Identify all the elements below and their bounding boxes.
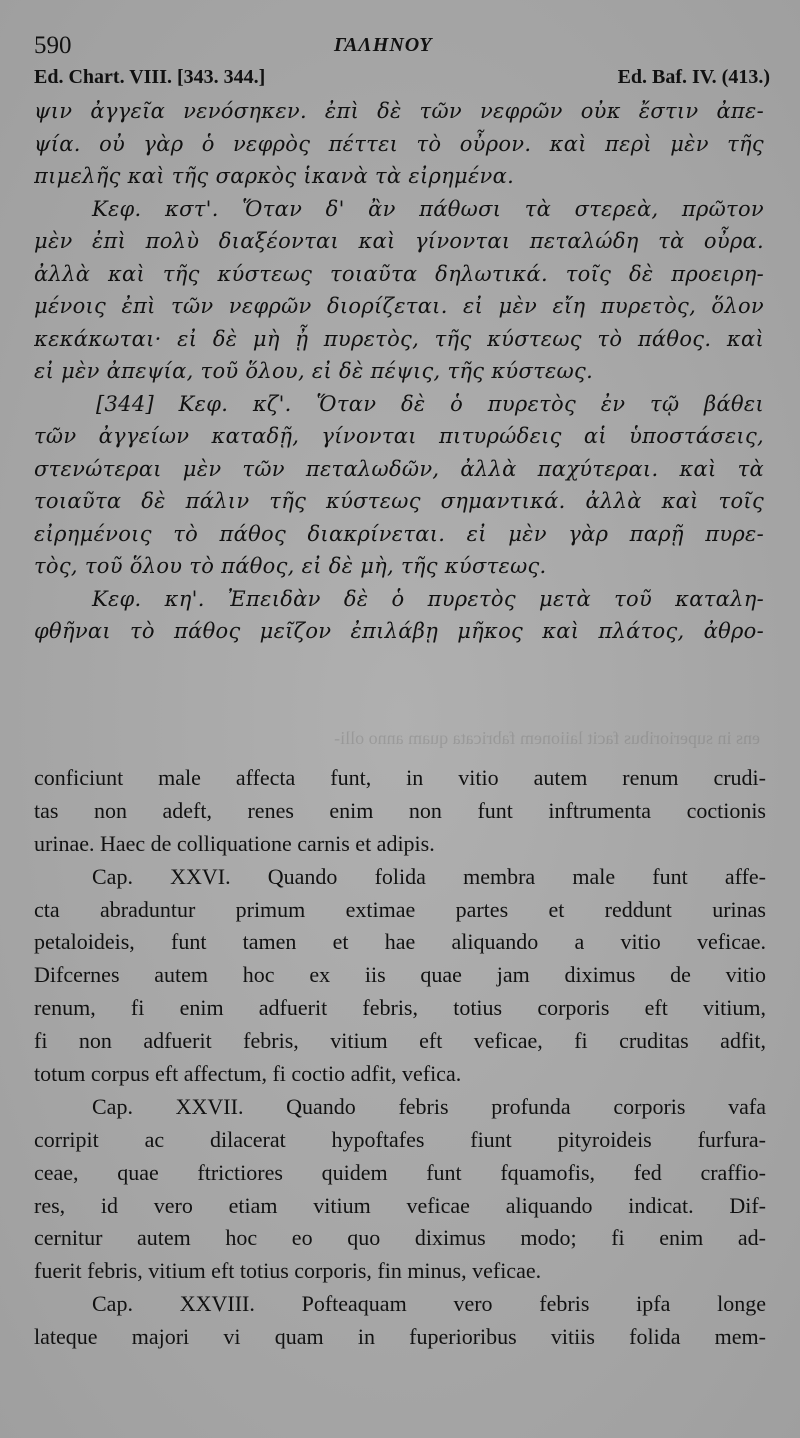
page-header	[34, 28, 770, 68]
latin-text-block	[34, 762, 766, 1354]
page-number: 590	[34, 32, 72, 59]
latin-line: tas non adeft, renes enim non funt inftrumenta coctionis	[34, 797, 766, 823]
greek-line: τὸς, τοῦ ὅλου τὸ πάθος, εἰ δὲ μὴ, τῆς κύστεως.	[34, 554, 547, 578]
bleed-through-text: ens in superioribus facit laiionem fabricata quam anno olli-	[334, 728, 760, 748]
latin-line: renum, fi enim adfuerit febris, totius corporis eft vitium,	[34, 995, 766, 1021]
greek-line: ἀλλὰ καὶ τῆς κύστεως τοιαῦτα δηλωτικά. τοῖς δὲ προειρη-	[34, 261, 764, 286]
edition-reference-chart: Ed. Chart. VIII. [343. 344.]	[34, 66, 266, 88]
greek-line: τοιαῦτα δὲ πάλιν τῆς κύστεως σημαντικά. ἀλλὰ καὶ τοῖς	[34, 489, 764, 513]
greek-line: φθῆναι τὸ πάθος μεῖζον ἐπιλάβῃ μῆκος καὶ πλάτος, ἀθρο-	[34, 619, 764, 643]
edition-reference-bas: Ed. Baf. IV. (413.)	[617, 66, 770, 88]
greek-line: εἰρημένοις τὸ πάθος διακρίνεται. εἰ μὲν γὰρ παρῇ πυρε-	[34, 521, 764, 546]
greek-line: μένοις ἐπὶ τῶν νεφρῶν διορίζεται. εἰ μὲν εἴη πυρετὸς, ὅλον	[34, 294, 764, 318]
latin-line: ceae, quae ftrictiores quidem funt fquamofis, fed craffio-	[34, 1159, 766, 1185]
greek-line: ψιν ἀγγεῖα νενόσηκεν. ἐπὶ δὲ τῶν νεφρῶν οὐκ ἔστιν ἀπε-	[34, 99, 764, 123]
greek-line: ψία. οὐ γὰρ ὁ νεφρὸς πέττει τὸ οὖρον. καὶ περὶ μὲν τῆς	[34, 131, 764, 156]
greek-line: Κεφ. κη'. Ἐπειδὰν δὲ ὁ πυρετὸς μετὰ τοῦ καταλη-	[92, 586, 764, 611]
latin-line: corripit ac dilacerat hypoftafes fiunt pityroideis furfura-	[34, 1126, 766, 1152]
greek-line: στενώτεραι μὲν τῶν πεταλωδῶν, ἀλλὰ παχύτεραι. καὶ τὰ	[34, 456, 764, 481]
greek-line: Κεφ. κστ'. Ὅταν δ' ἂν πάθωσι τὰ στερεὰ, πρῶτον	[92, 196, 764, 221]
latin-line: conficiunt male affecta funt, in vitio autem renum crudi-	[34, 765, 766, 790]
latin-line: urinae. Haec de colliquatione carnis et adipis.	[34, 830, 435, 856]
greek-line: [344] Κεφ. κζ'. Ὅταν δὲ ὁ πυρετὸς ἐν τῷ βάθει	[96, 391, 764, 416]
latin-line: cta abraduntur primum extimae partes et reddunt urinas	[34, 896, 766, 922]
greek-line: πιμελῆς καὶ τῆς σαρκὸς ἱκανὰ τὰ εἰρημένα.	[34, 164, 515, 188]
latin-line: cernitur autem hoc eo quo diximus modo; fi enim ad-	[34, 1225, 766, 1251]
latin-line: fuerit febris, vitium eft totius corporis, fin minus, veficae.	[34, 1258, 542, 1284]
latin-line: Cap. XXVII. Quando febris profunda corporis vafa	[92, 1093, 766, 1119]
running-title: ΓΑΛΗΝΟΥ	[334, 34, 433, 56]
edition-reference	[34, 66, 770, 94]
latin-line: res, id vero etiam vitium veficae aliquando indicat. Dif-	[34, 1192, 766, 1218]
latin-line: Cap. XXVI. Quando folida membra male funt affe-	[92, 863, 766, 889]
greek-line: τῶν ἀγγείων καταδῇ, γίνονται πιτυρώδεις αἱ ὑποστάσεις,	[34, 424, 764, 448]
latin-line: Cap. XXVIII. Pofteaquam vero febris ipfa longe	[92, 1291, 766, 1317]
greek-line: μὲν ἐπὶ πολὺ διαξέονται καὶ γίνονται πεταλώδη τὰ οὖρα.	[34, 229, 764, 253]
latin-line: fi non adfuerit febris, vitium eft veficae, fi cruditas adfit,	[34, 1028, 766, 1054]
latin-line: lateque majori vi quam in fuperioribus vitiis folida mem-	[34, 1324, 766, 1350]
latin-line: petaloideis, funt tamen et hae aliquando a vitio veficae.	[34, 929, 766, 955]
greek-line: κεκάκωται· εἰ δὲ μὴ ᾖ πυρετὸς, τῆς κύστεως τὸ πάθος. καὶ	[34, 326, 764, 351]
latin-line: Difcernes autem hoc ex iis quae jam diximus de vitio	[34, 962, 766, 988]
greek-text-block	[34, 95, 764, 648]
latin-line: totum corpus eft affectum, fi coctio adfit, vefica.	[34, 1061, 462, 1087]
greek-line: εἰ μὲν ἀπεψία, τοῦ ὅλου, εἰ δὲ πέψις, τῆς κύστεως.	[34, 359, 594, 383]
